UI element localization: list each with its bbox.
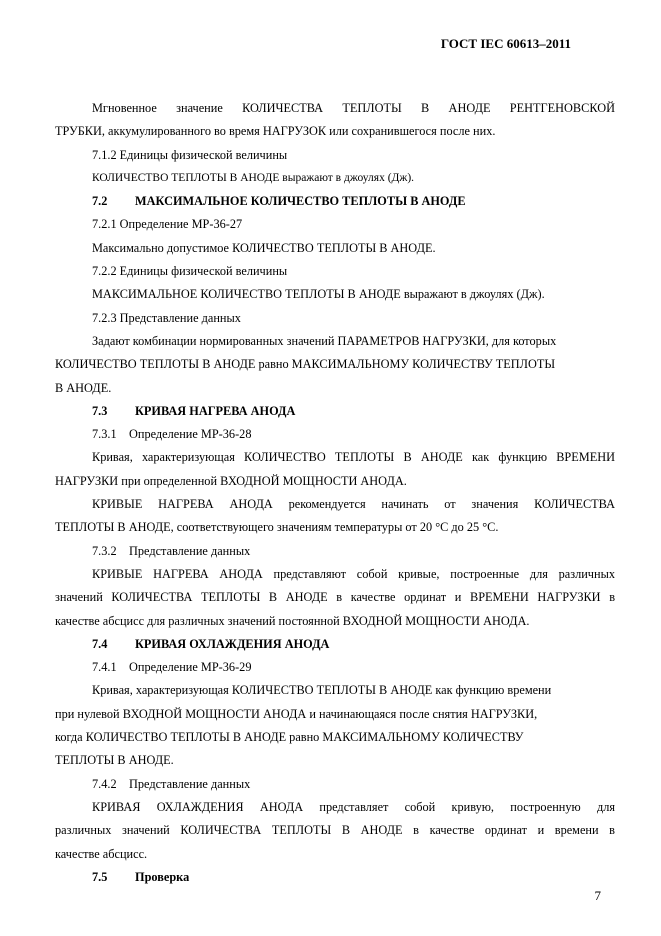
paragraph-line: Кривая, характеризующая КОЛИЧЕСТВО ТЕПЛОТЫ В АНОДЕ как функцию времени <box>92 683 552 698</box>
paragraph-line: качестве абсцисс для различных значений постоянной ВХОДНОЙ МОЩНОСТИ АНОДА. <box>55 613 530 628</box>
section-heading <box>55 633 615 656</box>
paragraph-line: Задают комбинации нормированных значений ПАРАМЕТРОВ НАГРУЗКИ, для которых <box>92 333 557 348</box>
section-title: Проверка <box>135 869 190 884</box>
paragraph-line: КРИВЫЕ НАГРЕВА АНОДА представляют собой кривые, построенные для различных <box>92 566 615 581</box>
subsection-title: Определение МР-36-29 <box>129 660 252 675</box>
subsection-heading <box>55 773 615 796</box>
section-title: КРИВАЯ НАГРЕВА АНОДА <box>135 403 296 418</box>
paragraph-line: ТЕПЛОТЫ В АНОДЕ, соответствующего значениям температуры от 20 °С до 25 °С. <box>55 520 499 535</box>
paragraph-line: МАКСИМАЛЬНОЕ КОЛИЧЕСТВО ТЕПЛОТЫ В АНОДЕ выражают в джоулях (Дж). <box>92 287 545 302</box>
section-number: 7.4 <box>92 636 108 651</box>
paragraph-line: значений КОЛИЧЕСТВА ТЕПЛОТЫ В АНОДЕ в качестве ординат и ВРЕМЕНИ НАГРУЗКИ в <box>55 590 615 605</box>
section-number: 7.2 <box>92 194 108 209</box>
subsection-number: 7.4.2 <box>92 776 117 791</box>
paragraph-line: НАГРУЗКИ при определенной ВХОДНОЙ МОЩНОСТИ АНОДА. <box>55 473 407 488</box>
paragraph-line: КОЛИЧЕСТВО ТЕПЛОТЫ В АНОДЕ выражают в джоулях (Дж). <box>92 171 415 184</box>
paragraph-line: ТЕПЛОТЫ В АНОДЕ. <box>55 753 174 768</box>
paragraph-line: качестве абсцисс. <box>55 846 148 861</box>
subsection-title: Определение МР-36-28 <box>129 427 252 442</box>
subsection-title: Представление данных <box>129 543 251 558</box>
subsection-heading <box>55 540 615 563</box>
paragraph-line: Мгновенное значение КОЛИЧЕСТВА ТЕПЛОТЫ В АНОДЕ РЕНТГЕНОВСКОЙ <box>92 101 615 115</box>
paragraph-line: В АНОДЕ. <box>55 380 112 395</box>
section-number: 7.3 <box>92 403 108 418</box>
section-title: КРИВАЯ ОХЛАЖДЕНИЯ АНОДА <box>135 636 330 651</box>
paragraph-line: КОЛИЧЕСТВО ТЕПЛОТЫ В АНОДЕ равно МАКСИМАЛЬНОМУ КОЛИЧЕСТВУ ТЕПЛОТЫ <box>55 357 556 372</box>
subsection-heading: 7.2.3 Представление данных <box>92 310 241 325</box>
paragraph-line: Максимально допустимое КОЛИЧЕСТВО ТЕПЛОТЫ В АНОДЕ. <box>92 240 436 255</box>
subsection-number: 7.4.1 <box>92 660 117 675</box>
paragraph-line: когда КОЛИЧЕСТВО ТЕПЛОТЫ В АНОДЕ равно МАКСИМАЛЬНОМУ КОЛИЧЕСТВУ <box>55 730 524 745</box>
subsection-heading <box>55 423 615 446</box>
subsection-heading: 7.2.2 Единицы физической величины <box>92 264 288 279</box>
section-heading <box>55 866 615 889</box>
page-number: 7 <box>594 888 601 903</box>
subsection-number: 7.3.1 <box>92 427 117 442</box>
subsection-title: Представление данных <box>129 776 251 791</box>
subsection-number: 7.3.2 <box>92 543 117 558</box>
subsection-heading <box>55 656 615 679</box>
section-heading <box>55 400 615 423</box>
document-header: ГОСТ IEC 60613–2011 <box>440 36 571 51</box>
paragraph-line: Кривая, характеризующая КОЛИЧЕСТВО ТЕПЛОТЫ В АНОДЕ как функцию ВРЕМЕНИ <box>92 450 615 465</box>
paragraph-line: различных значений КОЛИЧЕСТВА ТЕПЛОТЫ В АНОДЕ в качестве ординат и времени в <box>55 823 615 838</box>
paragraph-line: ТРУБКИ, аккумулированного во время НАГРУЗОК или сохранившегося после них. <box>55 124 496 139</box>
section-title: МАКСИМАЛЬНОЕ КОЛИЧЕСТВО ТЕПЛОТЫ В АНОДЕ <box>135 194 466 209</box>
section-heading <box>55 190 615 213</box>
page-content <box>55 97 615 889</box>
section-number: 7.5 <box>92 869 108 884</box>
subsection-heading: 7.2.1 Определение МР-36-27 <box>92 217 243 232</box>
paragraph-line: КРИВЫЕ НАГРЕВА АНОДА рекомендуется начинать от значения КОЛИЧЕСТВА <box>92 497 615 512</box>
paragraph-line: при нулевой ВХОДНОЙ МОЩНОСТИ АНОДА и начинающаяся после снятия НАГРУЗКИ, <box>55 706 538 721</box>
paragraph-line: КРИВАЯ ОХЛАЖДЕНИЯ АНОДА представляет собой кривую, построенную для <box>92 799 615 814</box>
subsection-heading: 7.1.2 Единицы физической величины <box>92 147 288 162</box>
